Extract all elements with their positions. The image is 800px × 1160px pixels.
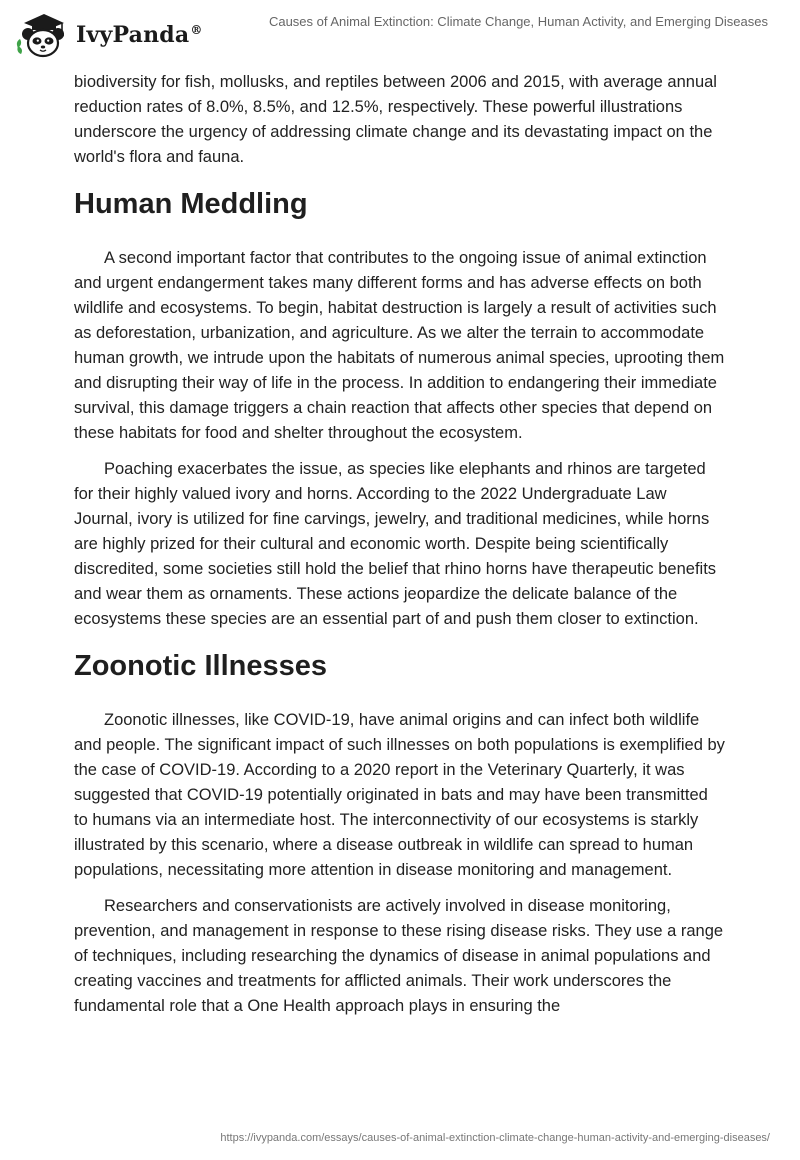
paragraph: Researchers and conservationists are actively involved in disease monitoring, prevention, and management in response to these rising disease risks. They use a range of techniques, including researching the dynamics of disease in animal populations and creating vaccines and treatments for afflicted animals. Their work underscores the fundamental role that a One Health approach plays in ensuring the — [74, 897, 724, 1015]
intro-paragraph: biodiversity for fish, mollusks, and reptiles between 2006 and 2015, with average annual reduction rates of 8.0%, 8.5%, and 12.5%, respectively. These powerful illustrations underscore the urgency of addressing climate change and its devastating impact on the world's flora and fauna. — [74, 73, 717, 166]
section-heading-zoonotic-illnesses: Zoonotic Illnesses — [74, 650, 327, 682]
panda-graduation-cap-icon — [14, 10, 72, 58]
essay-body — [74, 70, 726, 1030]
brand-name: IvyPanda® — [76, 22, 203, 48]
paragraph: A second important factor that contributes to the ongoing issue of animal extinction and urgent endangerment takes many different forms and has adverse effects on both wildlife and ecosystems. To begin, habitat destruction is largely a result of activities such as deforestation, urbanization, and agriculture. As we alter the terrain to accommodate human growth, we intrude upon the habitats of numerous animal species, uprooting them and disrupting their way of life in the process. In addition to endangering their immediate survival, this damage triggers a chain reaction that affects other species that depend on these habitats for food and shelter throughout the ecosystem. — [74, 249, 725, 442]
source-url[interactable]: https://ivypanda.com/essays/causes-of-animal-extinction-climate-change-human-activity-and-emerging-diseases/ — [220, 1132, 770, 1144]
section-heading-human-meddling: Human Meddling — [74, 188, 308, 220]
page-header — [0, 0, 800, 70]
document-title: Causes of Animal Extinction: Climate Change, Human Activity, and Emerging Diseases — [268, 14, 768, 29]
paragraph: Zoonotic illnesses, like COVID-19, have animal origins and can infect both wildlife and people. The significant impact of such illnesses on both populations is exemplified by the case of COVID-19. According to a 2020 report in the Veterinary Quarterly, it was suggested that COVID-19 potentially originated in bats and may have been transmitted to humans via an intermediate host. The interconnectivity of our ecosystems is starkly illustrated by this scenario, where a disease outbreak in wildlife can spread to human populations, necessitating more attention in disease monitoring and management. — [74, 711, 725, 879]
ivypanda-logo[interactable] — [14, 10, 214, 58]
paragraph: Poaching exacerbates the issue, as species like elephants and rhinos are targeted for their highly valued ivory and horns. According to the 2022 Undergraduate Law Journal, ivory is utilized for fine carvings, jewelry, and traditional medicines, while horns are highly prized for their cultural and economic worth. Despite being scientifically discredited, some societies still hold the belief that rhino horns have therapeutic benefits and wear them as ornaments. These actions jeopardize the delicate balance of the ecosystems these species are an essential part of and push them closer to extinction. — [74, 460, 717, 628]
